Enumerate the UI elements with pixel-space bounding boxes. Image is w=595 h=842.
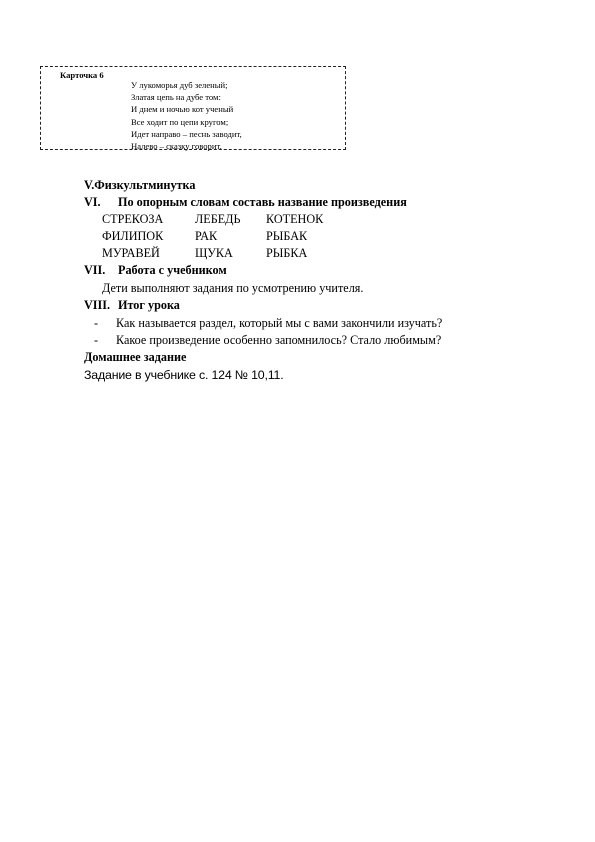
section-7-heading <box>84 263 227 278</box>
homework-text: Задание в учебнике с. 124 № 10,11. <box>84 368 284 382</box>
poem-line: У лукоморья дуб зеленый; <box>131 80 228 90</box>
word-cell: РЫБКА <box>266 246 308 260</box>
question-text: Какое произведение особенно запомнилось? Стало любимым? <box>116 333 442 347</box>
section-6-title: По опорным словам составь название произведения <box>118 195 407 209</box>
word-cell: ФИЛИПОК <box>102 229 164 243</box>
word-cell: РАК <box>195 229 218 243</box>
word-cell: РЫБАК <box>266 229 308 243</box>
section-7-title: Работа с учебником <box>118 263 227 277</box>
word-cell: МУРАВЕЙ <box>102 246 160 260</box>
section-6-number: VI. <box>84 195 101 209</box>
word-cell: ЛЕБЕДЬ <box>195 212 241 226</box>
question-item <box>84 316 442 331</box>
poem-line: Идет направо – песнь заводит, <box>131 128 242 139</box>
poem <box>131 79 242 152</box>
section-7-text: Дети выполняют задания по усмотрению учителя. <box>102 281 364 295</box>
poem-line: И днем и ночью кот ученый <box>131 104 234 115</box>
poem-line: Златая цепь на дубе том: <box>131 92 221 103</box>
section-8-title: Итог урока <box>118 298 180 312</box>
section-6-heading <box>84 195 407 210</box>
card-title: Карточка 6 <box>60 70 104 80</box>
question-item <box>84 333 441 348</box>
question-text: Как называется раздел, который мы с вами закончили изучать? <box>116 316 443 330</box>
card-box <box>40 66 346 150</box>
word-cell: ЩУКА <box>195 246 233 260</box>
section-8-heading <box>84 298 180 313</box>
word-cell: СТРЕКОЗА <box>102 212 164 226</box>
homework-heading: Домашнее задание <box>84 350 187 364</box>
section-7-number: VII. <box>84 263 106 277</box>
section-5-heading: V.Физкультминутка <box>84 178 196 192</box>
poem-line: Все ходит по цепи кругом; <box>131 116 229 127</box>
bullet-dash: - <box>94 333 99 347</box>
bullet-dash: - <box>94 316 99 330</box>
section-8-number: VIII. <box>84 298 111 312</box>
poem-line: Налево – сказку говорит. <box>131 141 222 152</box>
word-cell: КОТЕНОК <box>266 212 324 226</box>
